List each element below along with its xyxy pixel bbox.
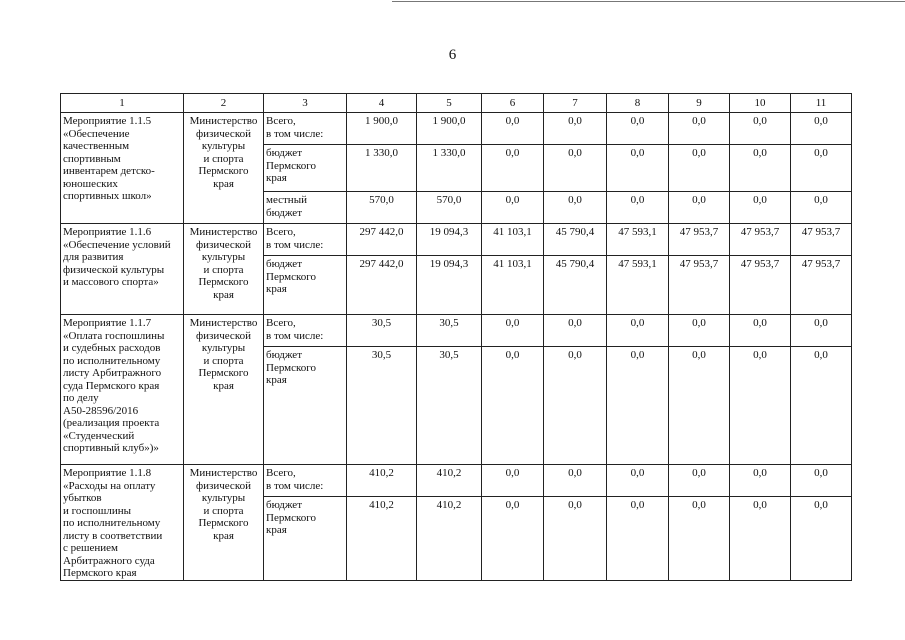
amount-cell: 0,0 [544, 347, 607, 465]
amount-cell: 0,0 [791, 497, 852, 580]
amount-cell: 0,0 [669, 192, 730, 224]
funding-source: Всего, в том числе: [264, 465, 347, 497]
funding-table [60, 93, 852, 581]
amount-cell: 0,0 [607, 315, 669, 347]
amount-cell: 0,0 [482, 465, 544, 497]
amount-cell: 0,0 [730, 347, 791, 465]
column-header: 11 [791, 94, 852, 113]
amount-cell: 19 094,3 [417, 224, 482, 256]
funding-source: бюджет Пермского края [264, 256, 347, 315]
funding-source: Всего, в том числе: [264, 113, 347, 145]
column-header: 8 [607, 94, 669, 113]
column-header: 10 [730, 94, 791, 113]
executor: Министерство физической культуры и спорта Пермского края [184, 315, 264, 465]
amount-cell: 0,0 [607, 145, 669, 192]
column-header: 3 [264, 94, 347, 113]
amount-cell: 0,0 [607, 497, 669, 580]
funding-source: Всего, в том числе: [264, 224, 347, 256]
amount-cell: 1 900,0 [347, 113, 417, 145]
amount-cell: 0,0 [544, 192, 607, 224]
amount-cell: 1 900,0 [417, 113, 482, 145]
amount-cell: 0,0 [607, 113, 669, 145]
column-header: 9 [669, 94, 730, 113]
amount-cell: 0,0 [482, 113, 544, 145]
executor: Министерство физической культуры и спорта Пермского края [184, 465, 264, 581]
funding-source: бюджет Пермского края [264, 145, 347, 192]
amount-cell: 45 790,4 [544, 256, 607, 315]
measure-name: Мероприятие 1.1.5 «Обеспечение качественным спортивным инвентарем детско- юношеских спортивных школ» [61, 113, 184, 224]
executor: Министерство физической культуры и спорта Пермского края [184, 224, 264, 315]
amount-cell: 47 953,7 [791, 256, 852, 315]
amount-cell: 47 953,7 [669, 224, 730, 256]
amount-cell: 30,5 [347, 347, 417, 465]
amount-cell: 297 442,0 [347, 256, 417, 315]
amount-cell: 570,0 [417, 192, 482, 224]
amount-cell: 0,0 [482, 497, 544, 580]
column-header: 2 [184, 94, 264, 113]
page-number: 6 [448, 47, 457, 63]
funding-source: Всего, в том числе: [264, 315, 347, 347]
column-header: 7 [544, 94, 607, 113]
amount-cell: 47 953,7 [791, 224, 852, 256]
amount-cell: 47 953,7 [730, 224, 791, 256]
amount-cell: 0,0 [607, 347, 669, 465]
amount-cell: 0,0 [730, 315, 791, 347]
amount-cell: 0,0 [544, 315, 607, 347]
measure-name: Мероприятие 1.1.8 «Расходы на оплату убытков и госпошлины по исполнительному листу в соответствии с решением Арбитражного суда Пермского края [61, 465, 184, 581]
amount-cell: 0,0 [791, 347, 852, 465]
amount-cell: 570,0 [347, 192, 417, 224]
column-header: 4 [347, 94, 417, 113]
amount-cell: 0,0 [669, 113, 730, 145]
funding-source: бюджет Пермского края [264, 347, 347, 465]
amount-cell: 410,2 [347, 465, 417, 497]
amount-cell: 47 953,7 [669, 256, 730, 315]
amount-cell: 45 790,4 [544, 224, 607, 256]
amount-cell: 0,0 [607, 465, 669, 497]
column-header: 6 [482, 94, 544, 113]
amount-cell: 0,0 [791, 465, 852, 497]
amount-cell: 30,5 [417, 347, 482, 465]
amount-cell: 0,0 [730, 465, 791, 497]
amount-cell: 30,5 [417, 315, 482, 347]
column-header: 5 [417, 94, 482, 113]
amount-cell: 0,0 [669, 315, 730, 347]
amount-cell: 1 330,0 [417, 145, 482, 192]
amount-cell: 0,0 [730, 192, 791, 224]
table-row [61, 113, 852, 145]
amount-cell: 0,0 [544, 145, 607, 192]
amount-cell: 0,0 [482, 192, 544, 224]
amount-cell: 0,0 [791, 145, 852, 192]
table-row [61, 315, 852, 347]
amount-cell: 0,0 [544, 113, 607, 145]
amount-cell: 0,0 [482, 145, 544, 192]
amount-cell: 0,0 [791, 315, 852, 347]
table-row [61, 224, 852, 256]
funding-source: бюджет Пермского края [264, 497, 347, 580]
amount-cell: 0,0 [669, 145, 730, 192]
amount-cell: 0,0 [544, 465, 607, 497]
table-row [61, 465, 852, 497]
amount-cell: 0,0 [482, 315, 544, 347]
amount-cell: 30,5 [347, 315, 417, 347]
amount-cell: 0,0 [669, 497, 730, 580]
measure-name: Мероприятие 1.1.7 «Оплата госпошлины и судебных расходов по исполнительному листу Арбитражного суда Пермского края по делу А50-28596/2016 (реализация проекта «Студенческий спортивный клуб»)» [61, 315, 184, 465]
column-header: 1 [61, 94, 184, 113]
amount-cell: 0,0 [730, 497, 791, 580]
amount-cell: 19 094,3 [417, 256, 482, 315]
header-row [61, 94, 852, 113]
amount-cell: 1 330,0 [347, 145, 417, 192]
amount-cell: 41 103,1 [482, 256, 544, 315]
amount-cell: 410,2 [417, 497, 482, 580]
amount-cell: 0,0 [730, 145, 791, 192]
funding-source: местный бюджет [264, 192, 347, 224]
amount-cell: 41 103,1 [482, 224, 544, 256]
amount-cell: 0,0 [669, 347, 730, 465]
executor: Министерство физической культуры и спорта Пермского края [184, 113, 264, 224]
amount-cell: 0,0 [544, 497, 607, 580]
amount-cell: 0,0 [607, 192, 669, 224]
amount-cell: 297 442,0 [347, 224, 417, 256]
amount-cell: 410,2 [417, 465, 482, 497]
amount-cell: 410,2 [347, 497, 417, 580]
amount-cell: 0,0 [669, 465, 730, 497]
top-rule [392, 1, 905, 2]
measure-name: Мероприятие 1.1.6 «Обеспечение условий для развития физической культуры и массового спорта» [61, 224, 184, 315]
amount-cell: 0,0 [730, 113, 791, 145]
amount-cell: 47 593,1 [607, 224, 669, 256]
amount-cell: 0,0 [791, 113, 852, 145]
amount-cell: 47 953,7 [730, 256, 791, 315]
amount-cell: 0,0 [482, 347, 544, 465]
amount-cell: 47 593,1 [607, 256, 669, 315]
amount-cell: 0,0 [791, 192, 852, 224]
